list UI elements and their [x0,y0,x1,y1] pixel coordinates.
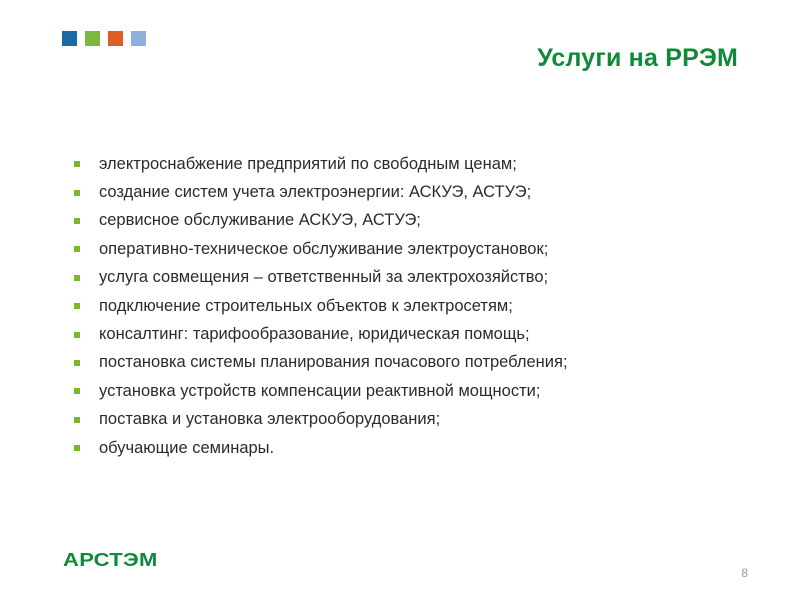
bullet-square-icon [74,218,80,224]
square-green [85,31,100,46]
page-number: 8 [741,566,748,580]
bullet-square-icon [74,360,80,366]
bullet-square-icon [74,275,80,281]
bullet-square-icon [74,246,80,252]
list-item [74,264,568,292]
bullet-square-icon [74,332,80,338]
list-item [74,178,568,206]
list-item [74,406,568,434]
list-item-text: электроснабжение предприятий по свободным ценам; [99,154,517,173]
list-item [74,150,568,178]
services-list [74,150,568,462]
list-item-text: услуга совмещения – ответственный за электрохозяйство; [99,268,549,287]
list-item-text: создание систем учета электроэнергии: АСКУЭ, АСТУЭ; [99,183,532,202]
list-item [74,349,568,377]
list-item [74,292,568,320]
list-item [74,235,568,263]
list-item-text: постановка системы планирования почасового потребления; [99,353,568,372]
bullet-square-icon [74,303,80,309]
square-blue [62,31,77,46]
decorative-squares [62,31,146,46]
list-item [74,434,568,462]
list-item-text: консалтинг: тарифообразование, юридическая помощь; [99,325,530,344]
list-item [74,207,568,235]
list-item-text: сервисное обслуживание АСКУЭ, АСТУЭ; [99,211,421,230]
list-item [74,377,568,405]
list-item [74,320,568,348]
bullet-square-icon [74,161,80,167]
bullet-square-icon [74,445,80,451]
bullet-square-icon [74,190,80,196]
bullet-square-icon [74,388,80,394]
square-orange [108,31,123,46]
bullet-square-icon [74,417,80,423]
list-item-text: подключение строительных объектов к электросетям; [99,296,513,315]
list-item-text: поставка и установка электрооборудования; [99,410,441,429]
company-logo: АРСТЭМ [63,549,158,571]
list-item-text: установка устройств компенсации реактивной мощности; [99,381,541,400]
list-item-text: оперативно-техническое обслуживание электроустановок; [99,239,549,258]
square-light-blue [131,31,146,46]
slide-title: Услуги на РРЭМ [537,44,738,72]
list-item-text: обучающие семинары. [99,438,275,457]
